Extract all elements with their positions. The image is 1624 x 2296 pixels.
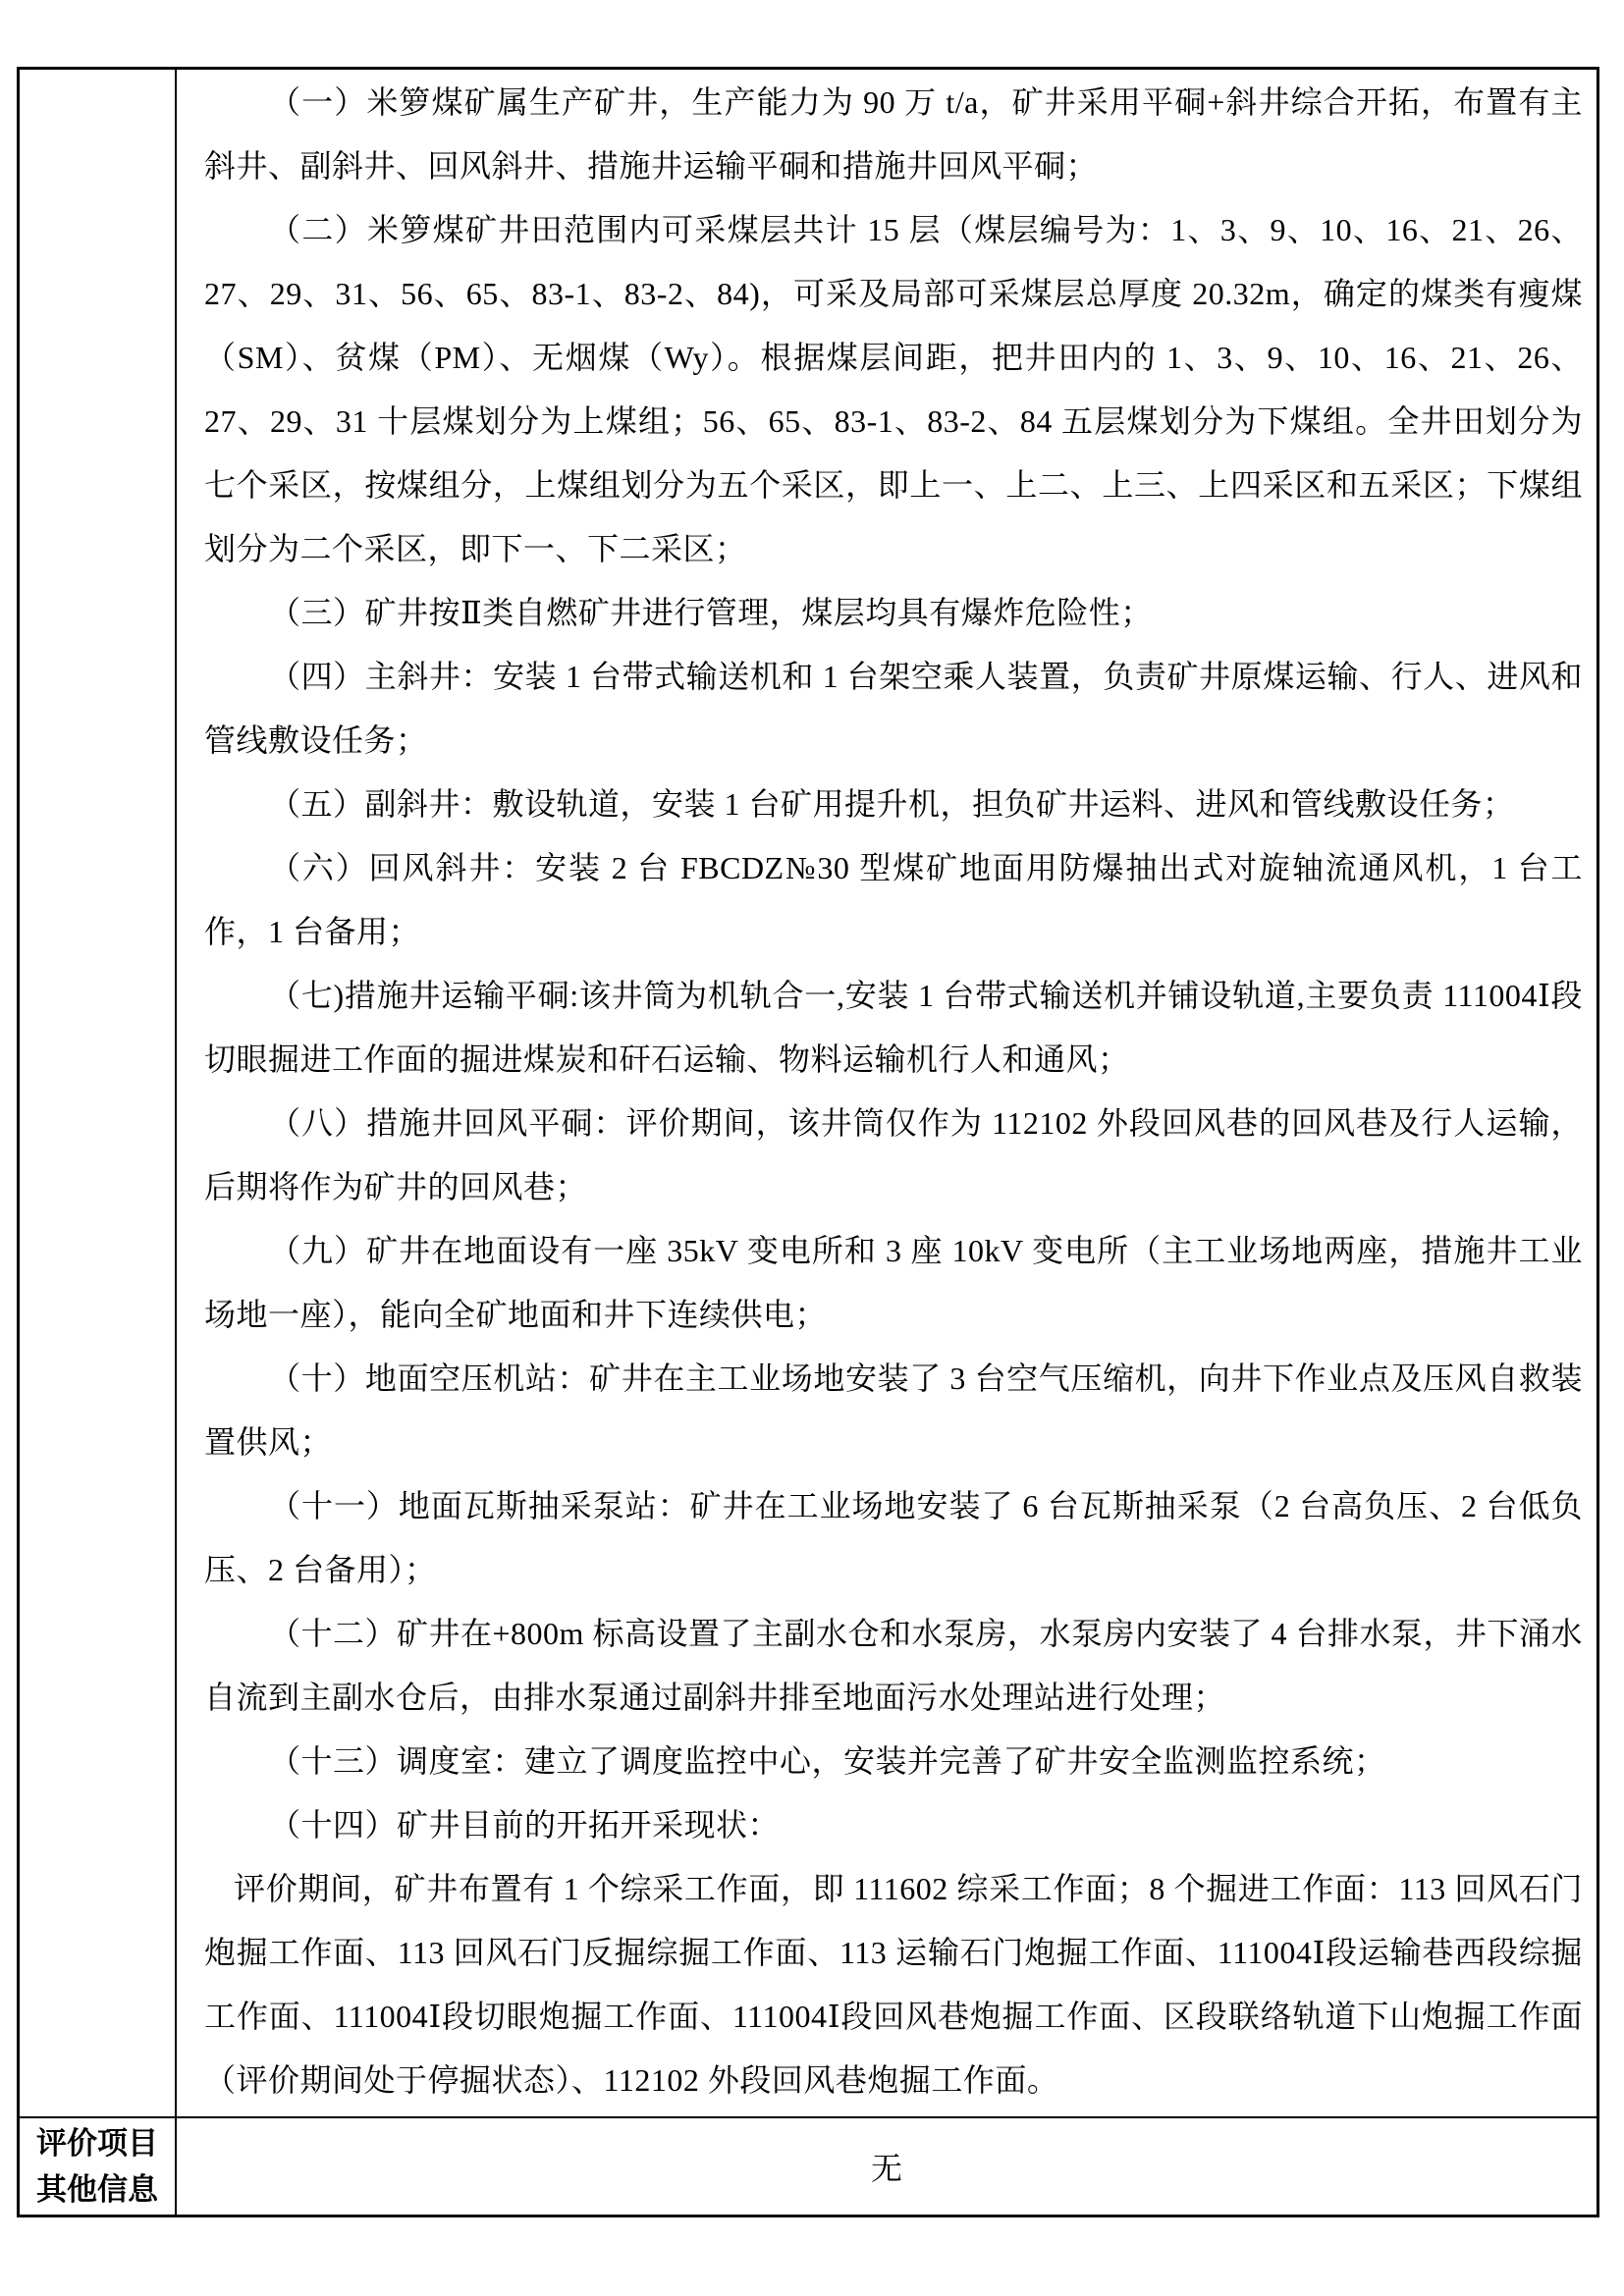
paragraph: （二）米箩煤矿井田范围内可采煤层共计 15 层（煤层编号为：1、3、9、10、16、21、26、27、29、31、56、65、83-1、83-2、84)，可采及局部可采煤层总厚度 20.32m，确定的煤类有瘦煤（SM）、贫煤（PM）、无烟煤（Wy）。根据煤层间距，把井田内的 1、3、9、10、16、21、26、27、29、31 十层煤划分为上煤组；56、65、83-1、83-2、84 五层煤划分为下煤组。全井田划分为七个采区，按煤组分，上煤组划分为五个采区，即上一、上二、上三、上四采区和五采区；下煤组划分为二个采区，即下一、下二采区； <box>204 212 1583 566</box>
paragraph: （十）地面空压机站：矿井在主工业场地安装了 3 台空气压缩机，向井下作业点及压风自救装置供风； <box>204 1361 1583 1460</box>
table-row <box>20 70 1597 2116</box>
paragraph: （一）米箩煤矿属生产矿井，生产能力为 90 万 t/a，矿井采用平硐+斜井综合开拓，布置有主斜井、副斜井、回风斜井、措施井运输平硐和措施井回风平硐； <box>204 84 1583 184</box>
paragraph: （十一）地面瓦斯抽采泵站：矿井在工业场地安装了 6 台瓦斯抽采泵（2 台高负压、2 台低负压、2 台备用）； <box>204 1488 1583 1587</box>
paragraph: （五）副斜井：敷设轨道，安装 1 台矿用提升机，担负矿井运料、进风和管线敷设任务； <box>269 786 1515 822</box>
main-text <box>177 70 1597 2116</box>
table-row <box>20 2116 1597 2215</box>
paragraph: （十三）调度室：建立了调度监控中心，安装并完善了矿井安全监测监控系统； <box>269 1743 1386 1779</box>
paragraph: （四）主斜井：安装 1 台带式输送机和 1 台架空乘人装置，负责矿井原煤运输、行人、进风和管线敷设任务； <box>204 659 1583 758</box>
paragraph: （九）矿井在地面设有一座 35kV 变电所和 3 座 10kV 变电所（主工业场地两座，措施井工业场地一座），能向全矿地面和井下连续供电； <box>204 1233 1583 1332</box>
row-header-line: 评价项目 <box>36 2126 158 2161</box>
label-cell-empty <box>20 70 177 2116</box>
paragraph: （三）矿井按Ⅱ类自燃矿井进行管理，煤层均具有爆炸危险性； <box>269 595 1153 630</box>
paragraph: （十二）矿井在+800m 标高设置了主副水仓和水泵房，水泵房内安装了 4 台排水泵，井下涌水自流到主副水仓后，由排水泵通过副斜井排至地面污水处理站进行处理； <box>204 1616 1583 1715</box>
other-info-value-cell <box>177 2118 1597 2215</box>
row-header-other-info <box>20 2118 177 2215</box>
paragraph: （七)措施井运输平硐:该井筒为机轨合一,安装 1 台带式输送机并铺设轨道,主要负责 111004Ⅰ段切眼掘进工作面的掘进煤炭和矸石运输、物料运输机行人和通风； <box>204 978 1583 1077</box>
other-info-value: 无 <box>870 2151 902 2186</box>
paragraph: （八）措施井回风平硐：评价期间，该井筒仅作为 112102 外段回风巷的回风巷及行人运输，后期将作为矿井的回风巷； <box>204 1105 1583 1204</box>
paragraph: （十四）矿井目前的开拓开采现状： <box>269 1807 781 1842</box>
paragraph: 评价期间，矿井布置有 1 个综采工作面，即 111602 综采工作面；8 个掘进工作面：113 回风石门炮掘工作面、113 回风石门反掘综掘工作面、113 运输石门炮掘工作面、111004Ⅰ段运输巷西段综掘工作面、111004Ⅰ段切眼炮掘工作面、111004Ⅰ段回风巷炮掘工作面、区段联络轨道下山炮掘工作面（评价期间处于停掘状态）、112102 外段回风巷炮掘工作面。 <box>204 1871 1583 2098</box>
evaluation-table <box>17 67 1599 2217</box>
paragraph: （六）回风斜井：安装 2 台 FBCDZ№30 型煤矿地面用防爆抽出式对旋轴流通风机，1 台工作，1 台备用； <box>204 850 1583 949</box>
row-header-line: 其他信息 <box>36 2172 158 2207</box>
